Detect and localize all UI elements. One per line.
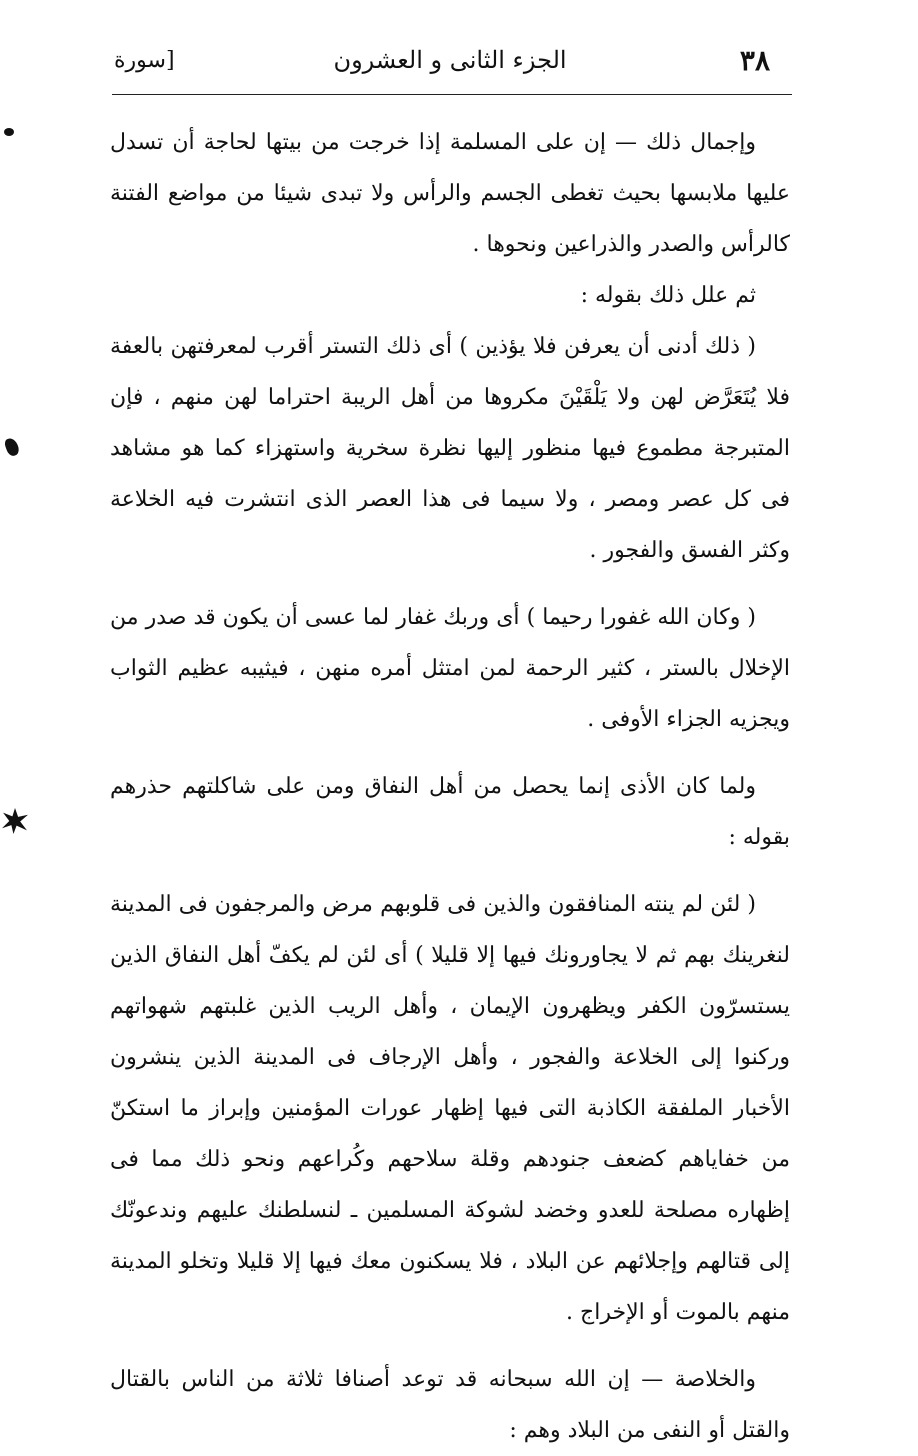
paragraph-warning-intro: ولما كان الأذى إنما يحصل من أهل النفاق ومن على شاكلتهم حذرهم بقوله :: [110, 774, 790, 850]
paragraph-gap: [110, 576, 790, 592]
paragraph-verse-explanation: ( ذلك أدنى أن يعرفن فلا يؤذين ) أى ذلك التستر أقرب لمعرفتهن بالعفة فلا يُتَعَرَّض لهن ولا يَلْقَيْنَ مكروها من أهل الريبة احتراما لهن منهم ، فإن المتبرجة مطموع فيها منظور إليها نظرة سخرية واستهزاء كما هو مشاهد فى كل عصر ومصر ، ولا سيما فى هذا العصر الذى انتشرت فيه الخلاعة وكثر الفسق والفجور .: [110, 334, 790, 563]
paragraph-gap: [110, 863, 790, 879]
running-head: الجزء الثانى و العشرون: [333, 46, 567, 74]
header-rule: [112, 94, 792, 95]
body-text: [110, 117, 790, 1456]
paragraph-summary: وإجمال ذلك — إن على المسلمة إذا خرجت من بيتها لحاجة أن تسدل عليها ملابسها بحيث تغطى الجسم والرأس ولا تبدى شيئا من مواضع الفتنة كالرأس والصدر والذراعين ونحوها .: [110, 130, 790, 257]
page-header: [110, 38, 790, 90]
page-number: ٣٨: [739, 44, 770, 77]
paragraph-hypocrites: ( لئن لم ينته المنافقون والذين فى قلوبهم مرض والمرجفون فى المدينة لنغرينك بهم ثم لا يجاورونك فيها إلا قليلا ) أى لئن لم يكفّ أهل النفاق الذين يستسرّون الكفر ويظهرون الإيمان ، وأهل الريب الذين غلبتهم شهواتهم وركنوا إلى الخلاعة والفجور ، وأهل الإرجاف فى المدينة الذين ينشرون الأخبار الملفقة الكاذبة التى فيها إظهار عورات المؤمنين وإبراز ما استكنّ من خفاياهم كضعف جنودهم وقلة سلاحهم وكُراعهم ونحو ذلك مما فى إظهاره مصلحة للعدو وخضد لشوكة المسلمين ـ لنسلطنك عليهم وندعونّك إلى قتالهم وإجلائهم عن البلاد ، فلا يسكنون معك فيها إلا قليلا وتخلو المدينة منهم بالموت أو الإخراج .: [110, 892, 791, 1325]
paragraph-reason: ثم علل ذلك بقوله :: [580, 283, 756, 308]
surah-label: [سورة: [114, 48, 175, 73]
scan-speck: [3, 436, 20, 457]
paragraph-gap: [110, 1338, 790, 1354]
scan-speck: [2, 808, 28, 834]
paragraph-conclusion: والخلاصة — إن الله سبحانه قد توعد أصنافا ثلاثة من الناس بالقتال والقتل أو النفى من البلاد وهم :: [110, 1367, 790, 1443]
scan-speck: [4, 128, 14, 136]
paragraph-gap: [110, 745, 790, 761]
paragraph-mercy: ( وكان الله غفورا رحيما ) أى وربك غفار لما عسى أن يكون قد صدر من الإخلال بالستر ، كثير الرحمة لمن امتثل أمره منهن ، فيثيبه عظيم الثواب ويجزيه الجزاء الأوفى .: [110, 605, 790, 732]
